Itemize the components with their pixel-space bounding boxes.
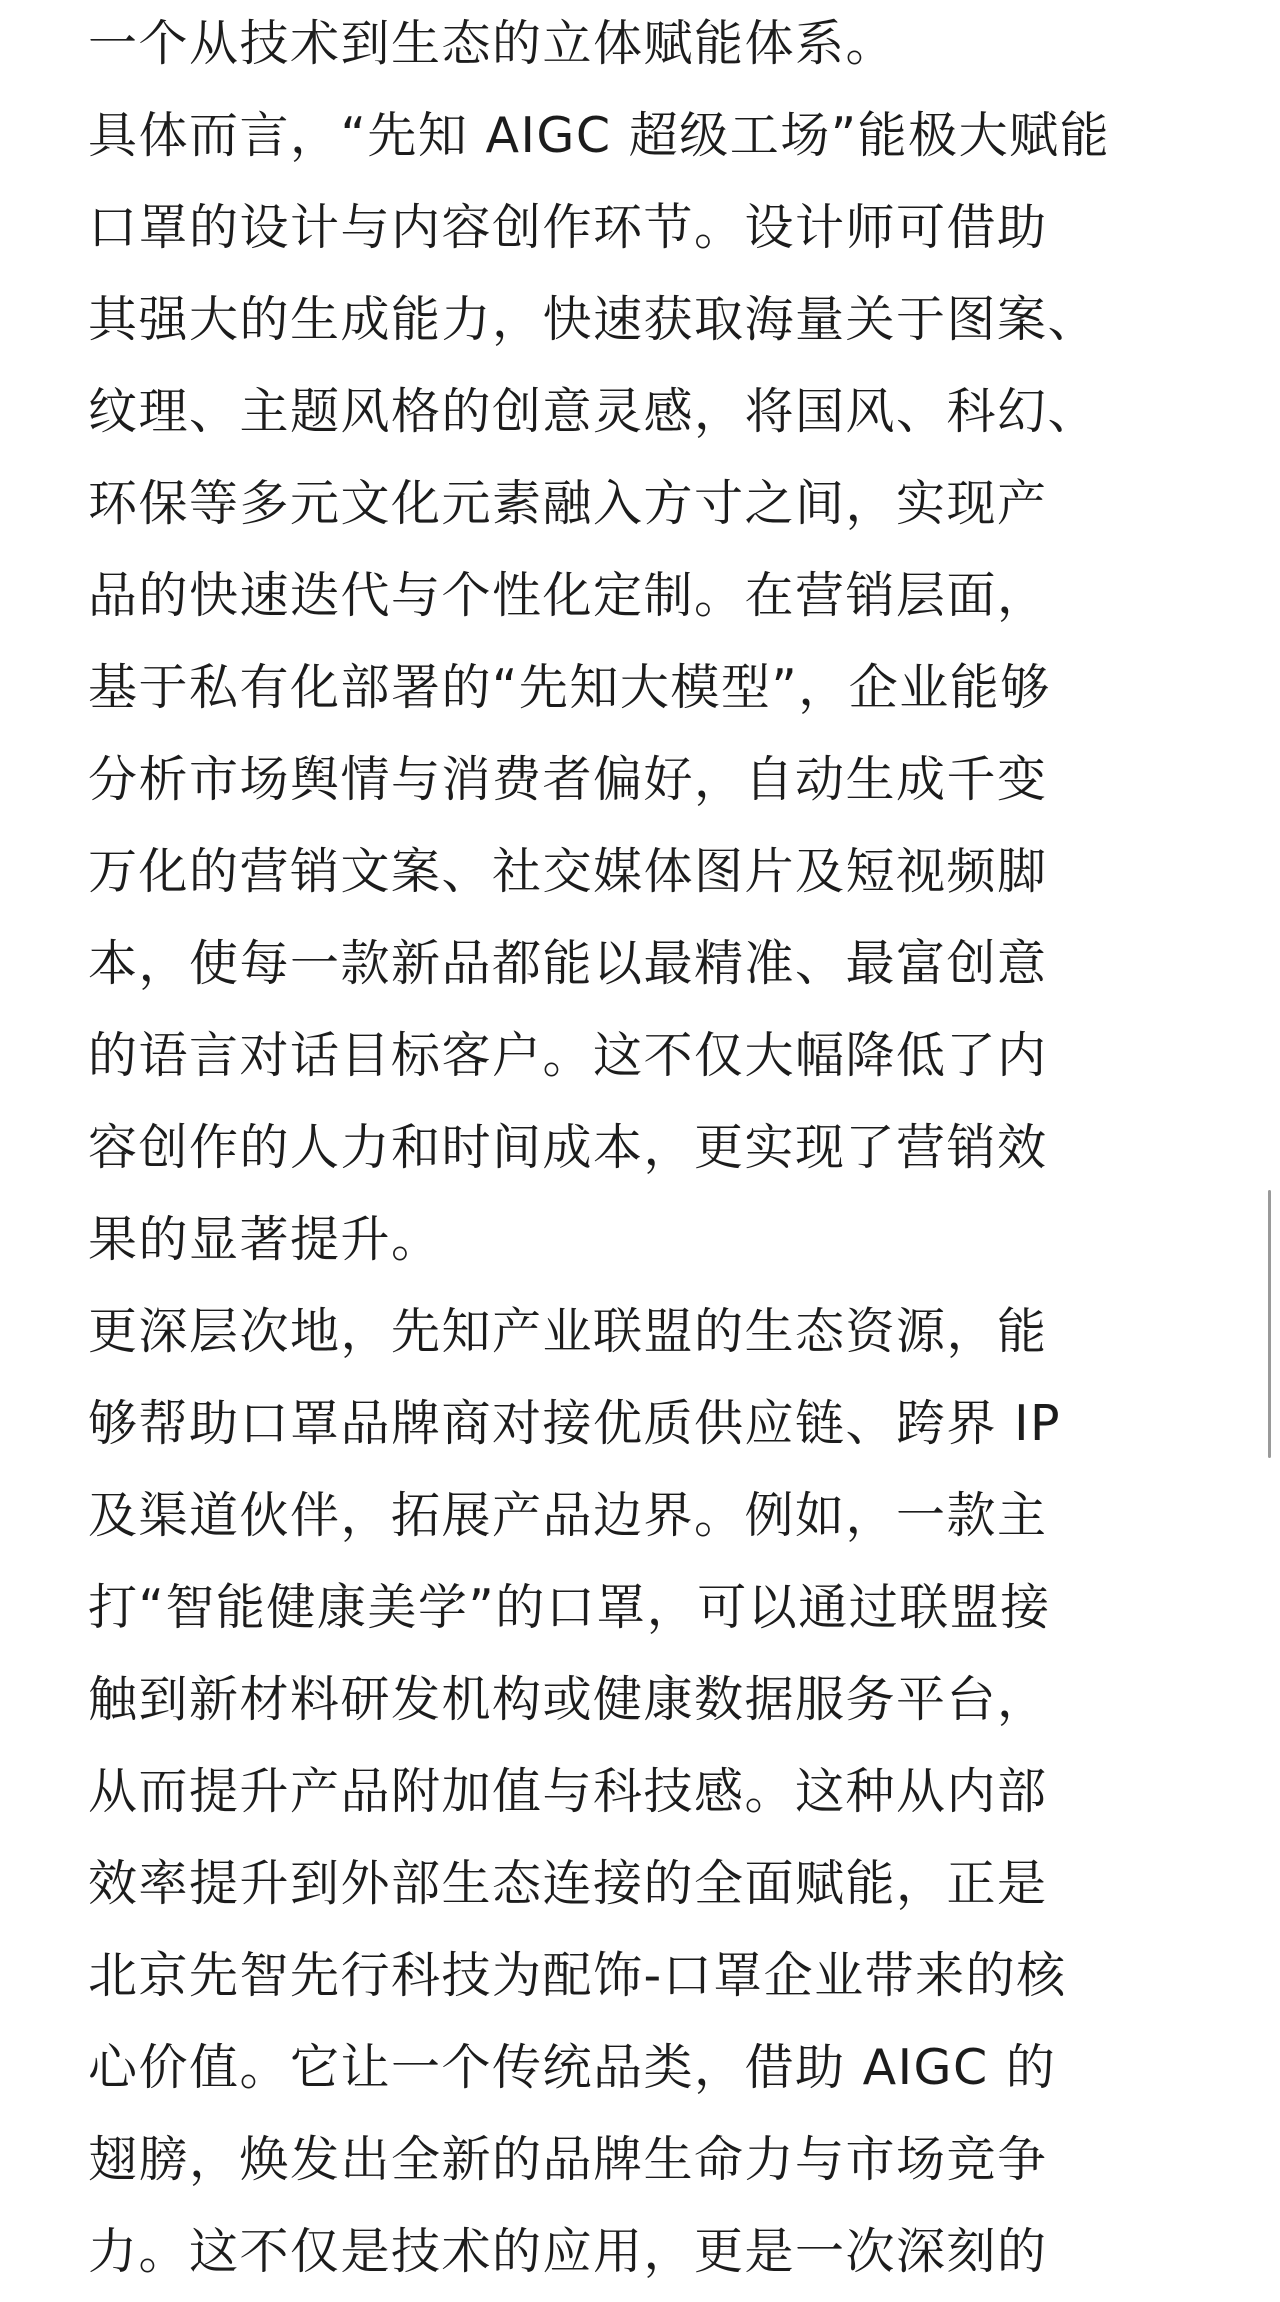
article-body (88, 2, 1238, 2302)
text-line: 翅膀，焕发出全新的品牌生命力与市场竞争 (88, 2131, 1048, 2188)
text-line: 分析市场舆情与消费者偏好，自动生成千变 (88, 751, 1048, 808)
text-line: 基于私有化部署的“先知大模型”，企业能够 (88, 659, 1051, 716)
text-line: 其强大的生成能力，快速获取海量关于图案、 (88, 291, 1099, 348)
text-line: 纹理、主题风格的创意灵感，将国风、科幻、 (88, 383, 1099, 440)
text-line: 效率提升到外部生态连接的全面赋能，正是 (88, 1855, 1048, 1912)
scrollbar-track[interactable] (1268, 0, 1272, 2235)
text-line: 的语言对话目标客户。这不仅大幅降低了内 (88, 1027, 1048, 1084)
text-line: 万化的营销文案、社交媒体图片及短视频脚 (88, 843, 1048, 900)
text-line: 一个从技术到生态的立体赋能体系。 (88, 15, 897, 72)
text-line: 打“智能健康美学”的口罩，可以通过联盟接 (88, 1579, 1051, 1636)
scrollbar-thumb[interactable] (1268, 1190, 1271, 1458)
text-line: 更深层次地，先知产业联盟的生态资源，能 (88, 1303, 1048, 1360)
text-line: 容创作的人力和时间成本，更实现了营销效 (88, 1119, 1048, 1176)
text-line: 品的快速迭代与个性化定制。在营销层面， (88, 567, 1048, 624)
text-line: 够帮助口罩品牌商对接优质供应链、跨界 IP (88, 1395, 1062, 1452)
text-line: 具体而言，“先知 AIGC 超级工场”能极大赋能 (88, 107, 1111, 164)
text-line: 果的显著提升。 (88, 1211, 442, 1268)
text-line: 本，使每一款新品都能以最精准、最富创意 (88, 935, 1048, 992)
text-line: 力。这不仅是技术的应用，更是一次深刻的 (88, 2223, 1048, 2280)
text-line: 北京先智先行科技为配饰-口罩企业带来的核 (88, 1947, 1067, 2004)
text-line: 及渠道伙伴，拓展产品边界。例如，一款主 (88, 1487, 1048, 1544)
text-line: 心价值。它让一个传统品类，借助 AIGC 的 (88, 2039, 1057, 2096)
text-line: 从而提升产品附加值与科技感。这种从内部 (88, 1763, 1048, 1820)
text-line: 口罩的设计与内容创作环节。设计师可借助 (88, 199, 1048, 256)
text-line: 环保等多元文化元素融入方寸之间，实现产 (88, 475, 1048, 532)
text-line: 触到新材料研发机构或健康数据服务平台， (88, 1671, 1048, 1728)
